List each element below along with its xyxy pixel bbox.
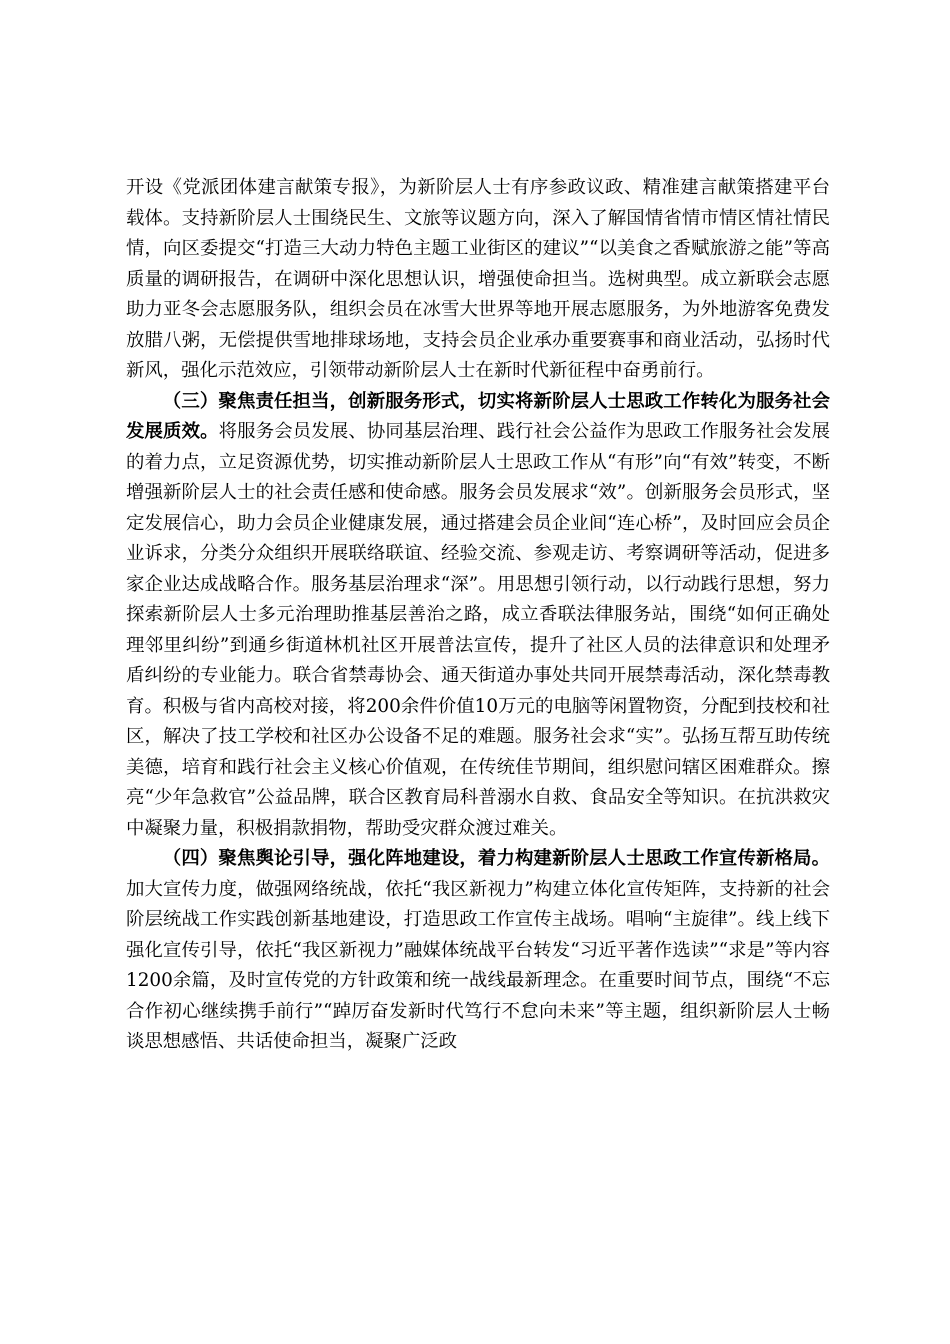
- paragraph-continued: [126, 173, 830, 387]
- paragraph-body: 加大宣传力度，做强网络统战，依托“我区新视力”构建立体化宣传矩阵，支持新的社会阶层统战工作实践创新基地建设，打造思政工作宣传主战场。唱响“主旋律”。线上线下强化宣传引导，依托“我区新视力”融媒体统战平台转发“习近平著作选读”“求是”等内容1200余篇，及时宣传党的方针政策和统一战线最新理念。在重要时间节点，围绕“不忘合作初心继续携手前行”“踔厉奋发新时代笃行不怠向未来”等主题，组织新阶层人士畅谈思想感悟、共话使命担当，凝聚广泛政: [126, 878, 830, 1052]
- document-page: [126, 173, 830, 1058]
- paragraph-section-3: [126, 387, 830, 845]
- paragraph-body: 开设《党派团体建言献策专报》，为新阶层人士有序参政议政、精准建言献策搭建平台载体。支持新阶层人士围绕民生、文旅等议题方向，深入了解国情省情市情区情社情民情，向区委提交“打造三大动力特色主题工业街区的建议”“以美食之香赋旅游之能”等高质量的调研报告，在调研中深化思想认识，增强使命担当。选树典型。成立新联会志愿助力亚冬会志愿服务队，组织会员在冰雪大世界等地开展志愿服务，为外地游客免费发放腊八粥，无偿提供雪地排球场地，支持会员企业承办重要赛事和商业活动，弘扬时代新风，强化示范效应，引领带动新阶层人士在新时代新征程中奋勇前行。: [126, 177, 830, 381]
- section-heading: （四）聚焦舆论引导，强化阵地建设，着力构建新阶层人士思政工作宣传新格局。: [162, 848, 830, 869]
- paragraph-section-4: [126, 844, 830, 1058]
- section-heading: （三）聚焦责任担当，创新服务形式，切实将新阶层人士思政工作转化为服务社会发展质效。: [126, 390, 830, 442]
- paragraph-body: 将服务会员发展、协同基层治理、践行社会公益作为思政工作服务社会发展的着力点，立足资源优势，切实推动新阶层人士思政工作从“有形”向“有效”转变，不断增强新阶层人士的社会责任感和使命感。服务会员发展求“效”。创新服务会员形式，坚定发展信心，助力会员企业健康发展，通过搭建会员企业间“连心桥”，及时回应会员企业诉求，分类分众组织开展联络联谊、经验交流、参观走访、考察调研等活动，促进多家企业达成战略合作。服务基层治理求“深”。用思想引领行动，以行动践行思想，努力探索新阶层人士多元治理助推基层善治之路，成立香联法律服务站，围绕“如何正确处理邻里纠纷”到通乡街道林机社区开展普法宣传，提升了社区人员的法律意识和处理矛盾纠纷的专业能力。联合省禁毒协会、通天街道办事处共同开展禁毒活动，深化禁毒教育。积极与省内高校对接，将200余件价值10万元的电脑等闲置物资，分配到技校和社区，解决了技工学校和社区办公设备不足的难题。服务社会求“实”。弘扬互帮互助传统美德，培育和践行社会主义核心价值观，在传统佳节期间，组织慰问辖区困难群众。擦亮“少年急救官”公益品牌，联合区教育局科普溺水自救、食品安全等知识。在抗洪救灾中凝聚力量，积极捐款捐物，帮助受灾群众渡过难关。: [126, 421, 830, 839]
